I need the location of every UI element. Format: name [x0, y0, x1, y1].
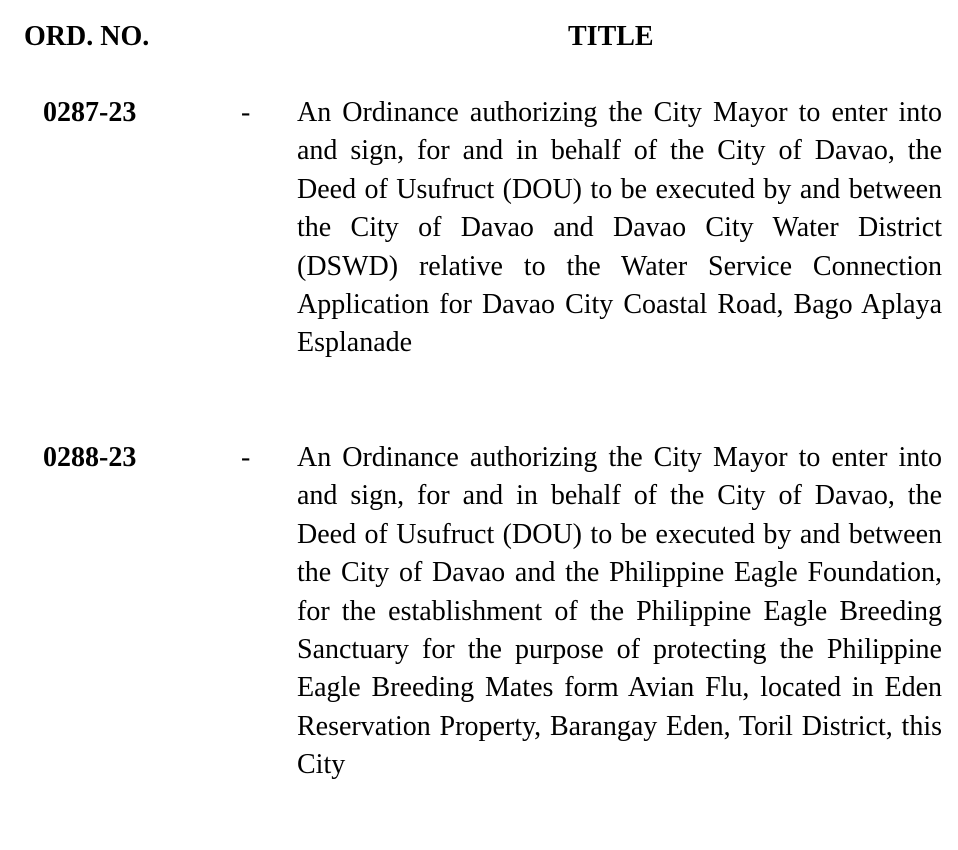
ordinance-number: 0287-23: [43, 97, 137, 128]
ord-no-column-header: ORD. NO.: [24, 21, 150, 52]
separator-dash: -: [241, 97, 251, 128]
ordinance-title: An Ordinance authorizing the City Mayor to enter into and sign, for and in behalf of the City of Davao, the Deed of Usufruct (DOU) to be executed by and between the City of Davao and the Philippine Eagle Foundation, for the establishment of the Philippine Eagle Breeding Sanctuary for the purpose of protecting the Philippine Eagle Breeding Mates form Avian Flu, located in Eden Reservation Property, Barangay Eden, Toril District, this City: [297, 442, 942, 781]
ordinance-number: 0288-23: [43, 442, 137, 473]
separator-dash: -: [241, 442, 251, 473]
title-column-header: TITLE: [568, 21, 654, 52]
ordinance-title: An Ordinance authorizing the City Mayor to enter into and sign, for and in behalf of the City of Davao, the Deed of Usufruct (DOU) to be executed by and between the City of Davao and Davao City Water District (DSWD) relative to the Water Service Connection Application for Davao City Coastal Road, Bago Aplaya Esplanade: [297, 97, 942, 359]
